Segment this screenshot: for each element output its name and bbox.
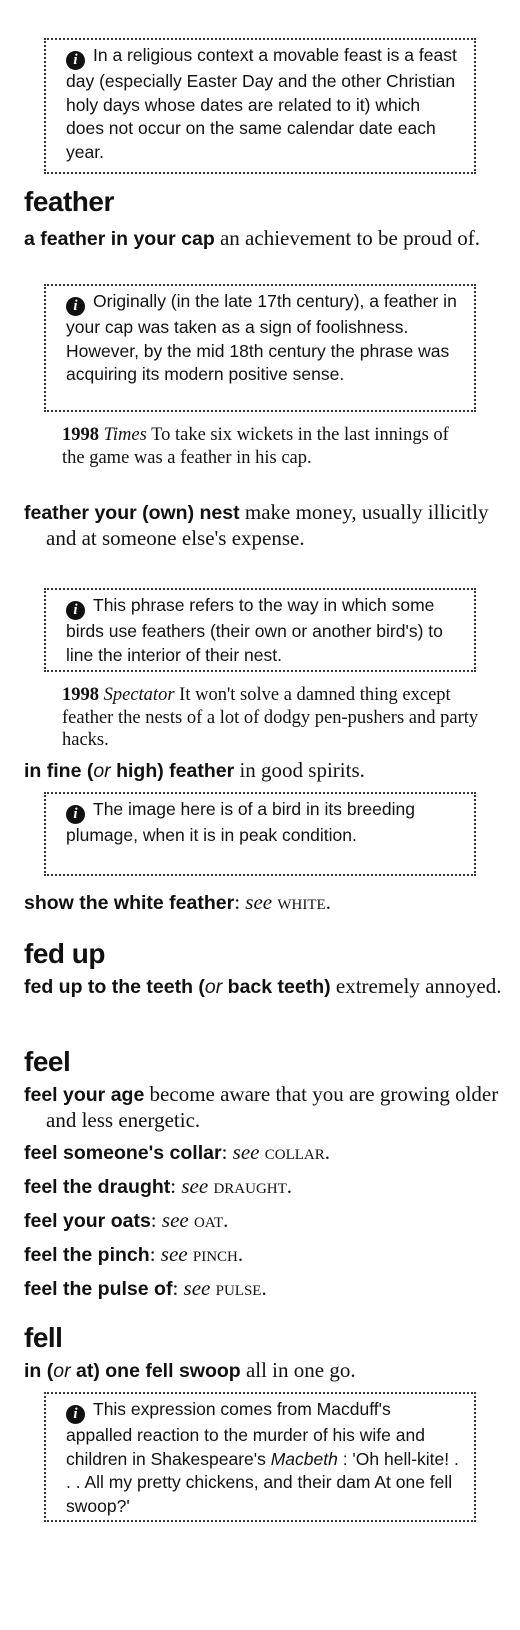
entry-feel-pulse (24, 1276, 518, 1302)
colon: : (149, 1242, 161, 1266)
headword-fed-up: fed up (24, 938, 105, 969)
note-play-title: Macbeth (270, 1448, 338, 1469)
phrase: show the white feather (24, 892, 235, 914)
xref-link[interactable]: collar (264, 1140, 325, 1164)
period: . (223, 1208, 229, 1232)
period: . (286, 1174, 293, 1198)
info-icon: i (66, 805, 85, 824)
info-icon: i (66, 1405, 85, 1424)
info-icon: i (66, 601, 85, 620)
info-note-movable-feast (44, 38, 476, 174)
see-label: see (183, 1276, 211, 1300)
colon: : (234, 890, 246, 914)
xref-link[interactable]: white (277, 890, 326, 914)
xref-link[interactable]: draught (213, 1174, 287, 1198)
entry-feel-collar (24, 1140, 518, 1166)
definition: become aware that you are growing older and less energetic. (46, 1082, 499, 1132)
see-label: see (232, 1140, 260, 1164)
phrase-part: in fine ( (24, 760, 94, 782)
info-note-fell-swoop (44, 1392, 476, 1522)
entry-feather-nest (24, 500, 518, 551)
colon: : (172, 1276, 184, 1300)
definition: an achievement to be proud of. (214, 226, 481, 250)
colon: : (170, 1174, 182, 1198)
definition: all in one go. (240, 1358, 356, 1382)
phrase-or: or (93, 760, 111, 782)
quote-times (62, 424, 462, 469)
phrase: feel your age (24, 1084, 145, 1106)
quote-text: It won't solve a damned thing except feather the nests of a lot of dodgy pen-pushers and party hacks. (62, 685, 479, 750)
see-label: see (245, 890, 273, 914)
headword-fell: fell (24, 1322, 63, 1353)
phrase (24, 760, 234, 782)
info-note-feather-nest (44, 588, 476, 672)
phrase: a feather in your cap (24, 228, 215, 250)
note-text: The image here is of a bird in its breeding plumage, when it is in peak condition. (66, 799, 415, 845)
phrase-part: in ( (24, 1360, 54, 1382)
definition: extremely annoyed. (330, 974, 502, 998)
info-note-fine-feather (44, 792, 476, 876)
phrase-or: or (53, 1360, 71, 1382)
period: . (325, 890, 331, 914)
quote-year: 1998 (62, 425, 99, 445)
phrase: feel the pinch (24, 1244, 150, 1266)
phrase (24, 976, 331, 998)
see-label: see (161, 1208, 189, 1232)
phrase: feel someone's collar (24, 1142, 222, 1164)
xref-link[interactable]: pulse (215, 1276, 262, 1300)
phrase-part: back teeth) (222, 976, 331, 998)
phrase: feel your oats (24, 1210, 151, 1232)
period: . (261, 1276, 267, 1300)
see-label: see (160, 1242, 188, 1266)
info-icon: i (66, 297, 85, 316)
info-note-feather-cap (44, 284, 476, 412)
definition: make money, usually illicitly and at someone else's expense. (46, 500, 489, 550)
colon: : (221, 1140, 233, 1164)
note-text: This expression comes from Macduff's appalled reaction to the murder of his wife and children in Shakespeare's (66, 1399, 425, 1469)
entry-feel-age (24, 1082, 518, 1133)
colon: : (150, 1208, 162, 1232)
xref-link[interactable]: oat (193, 1208, 224, 1232)
phrase-part: high) feather (110, 760, 235, 782)
info-icon: i (66, 51, 85, 70)
entry-fell-swoop (24, 1358, 518, 1384)
entry-white-feather (24, 890, 518, 916)
note-text: This phrase refers to the way in which some birds use feathers (their own or another bird's) to line the interior of their nest. (66, 595, 443, 665)
phrase-part: fed up to the teeth ( (24, 976, 205, 998)
quote-source: Spectator (103, 685, 175, 705)
phrase: feather your (own) nest (24, 502, 240, 524)
phrase-part: at) one fell swoop (70, 1360, 241, 1382)
phrase (24, 1360, 241, 1382)
headword-feel: feel (24, 1046, 71, 1077)
xref-link[interactable]: pinch (192, 1242, 238, 1266)
quote-year: 1998 (62, 685, 99, 705)
entry-fed-up-teeth (24, 974, 518, 1000)
period: . (324, 1140, 330, 1164)
definition: in good spirits. (234, 758, 365, 782)
entry-feather-in-cap (24, 226, 518, 252)
entry-feel-pinch (24, 1242, 518, 1268)
phrase-or: or (204, 976, 223, 998)
quote-spectator (62, 684, 492, 752)
note-text: : 'Oh hell-kite! . . . All my pretty chickens, and their dam At one fell swoop?' (66, 1448, 459, 1516)
phrase: feel the draught (24, 1176, 171, 1198)
note-text: In a religious context a movable feast is a feast day (especially Easter Day and the other Christian holy days whose dates are related to it) which does not occur on the same calendar date each year. (66, 45, 457, 162)
quote-text: To take six wickets in the last innings of the game was a feather in his cap. (62, 425, 449, 468)
phrase: feel the pulse of (24, 1278, 173, 1300)
headword-feather: feather (24, 186, 114, 217)
see-label: see (181, 1174, 209, 1198)
entry-feel-oats (24, 1208, 518, 1234)
note-text: Originally (in the late 17th century), a feather in your cap was taken as a sign of foolishness. However, by the mid 18th century the phrase was acquiring its modern positive sense. (66, 291, 457, 384)
entry-fine-feather (24, 758, 518, 784)
period: . (237, 1242, 244, 1266)
quote-source: Times (103, 425, 147, 445)
entry-feel-draught (24, 1174, 518, 1200)
